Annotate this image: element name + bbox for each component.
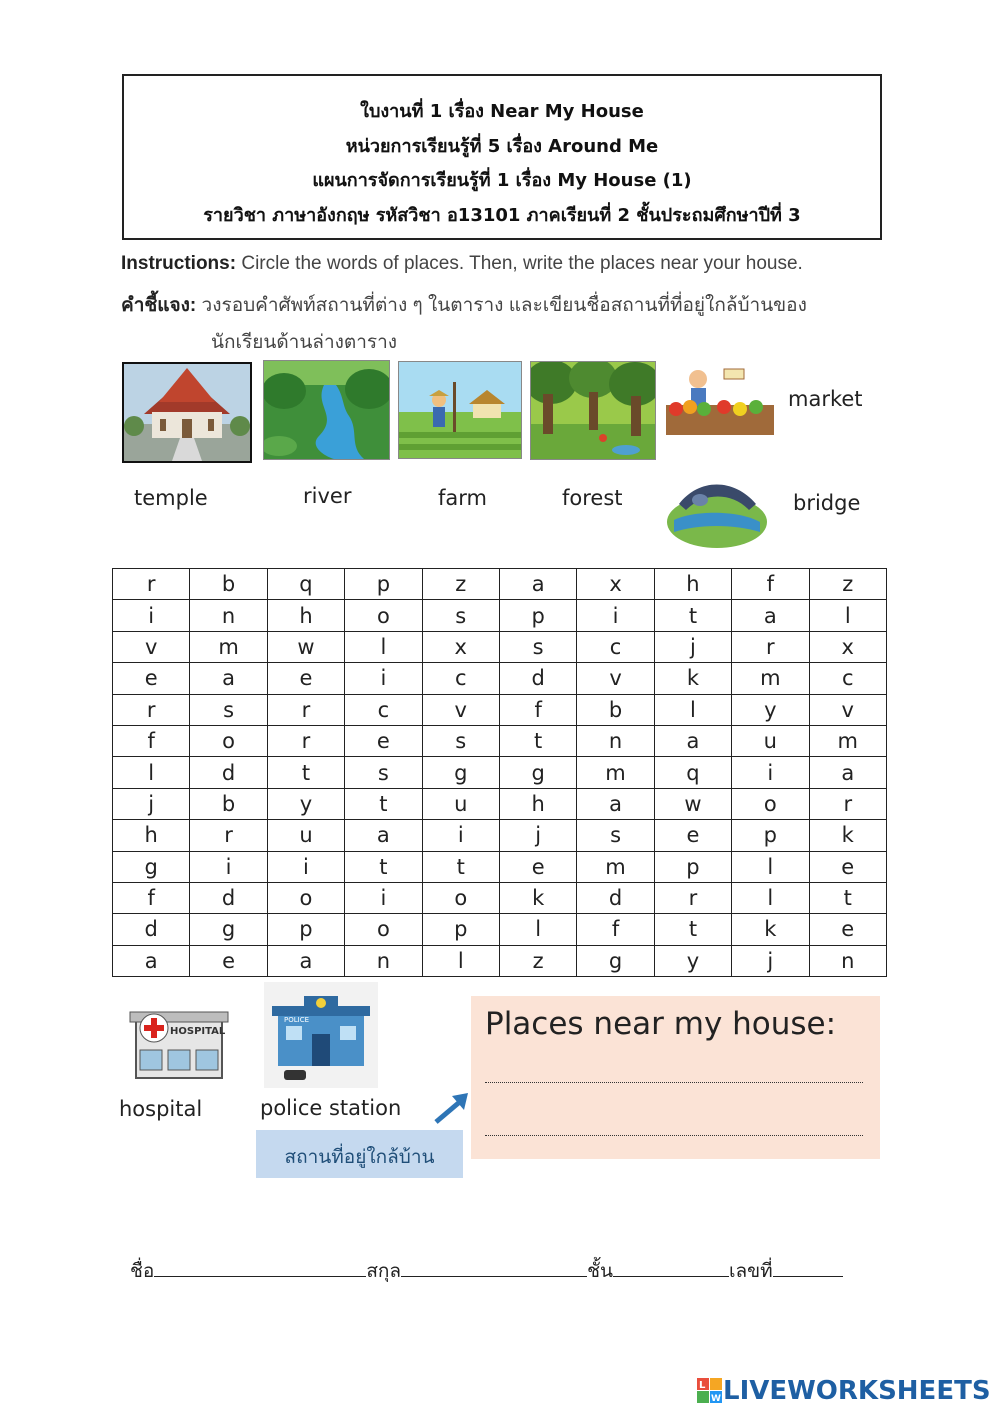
grid-cell[interactable]: t xyxy=(654,914,731,945)
grid-cell[interactable]: e xyxy=(267,663,344,694)
hint-text: สถานที่อยู่ใกล้บ้าน xyxy=(284,1146,435,1168)
grid-row xyxy=(113,945,887,976)
grid-cell[interactable]: v xyxy=(422,694,499,725)
grid-cell[interactable]: q xyxy=(267,569,344,600)
grid-cell[interactable]: l xyxy=(809,600,886,631)
grid-cell[interactable]: v xyxy=(809,694,886,725)
grid-cell[interactable]: w xyxy=(267,631,344,662)
grid-cell[interactable]: r xyxy=(113,694,190,725)
grid-cell[interactable]: c xyxy=(345,694,422,725)
grid-row xyxy=(113,757,887,788)
grid-cell[interactable]: m xyxy=(190,631,267,662)
grid-cell[interactable]: s xyxy=(577,820,654,851)
grid-cell[interactable]: f xyxy=(113,882,190,913)
grid-cell[interactable]: b xyxy=(190,788,267,819)
grid-cell[interactable]: h xyxy=(113,820,190,851)
police-sign: POLICE xyxy=(284,1016,310,1024)
student-info xyxy=(130,1256,870,1286)
grid-cell[interactable]: c xyxy=(809,663,886,694)
grid-cell[interactable]: i xyxy=(267,851,344,882)
grid-cell[interactable]: u xyxy=(267,820,344,851)
header-box xyxy=(122,74,882,240)
grid-cell[interactable]: f xyxy=(499,694,576,725)
river-picture xyxy=(263,360,390,460)
grid-cell[interactable]: m xyxy=(577,757,654,788)
grid-cell[interactable]: o xyxy=(345,914,422,945)
grid-cell[interactable]: i xyxy=(732,757,809,788)
grid-cell[interactable]: h xyxy=(654,569,731,600)
grid-cell[interactable]: l xyxy=(732,851,809,882)
grid-cell[interactable]: e xyxy=(345,725,422,756)
instructions-en-label: Instructions: xyxy=(121,253,237,274)
grid-cell[interactable]: a xyxy=(577,788,654,819)
grid-cell[interactable]: n xyxy=(345,945,422,976)
grid-cell[interactable]: r xyxy=(190,820,267,851)
grid-cell[interactable]: e xyxy=(190,945,267,976)
grid-cell[interactable]: i xyxy=(113,600,190,631)
grid-cell[interactable]: a xyxy=(113,945,190,976)
grid-cell[interactable]: g xyxy=(190,914,267,945)
grid-cell[interactable]: p xyxy=(732,820,809,851)
grid-cell[interactable]: x xyxy=(422,631,499,662)
grid-cell[interactable]: b xyxy=(190,569,267,600)
grid-cell[interactable]: h xyxy=(267,600,344,631)
grid-cell[interactable]: t xyxy=(422,851,499,882)
grid-cell[interactable]: s xyxy=(345,757,422,788)
hint-box xyxy=(256,1130,463,1178)
label-bridge: bridge xyxy=(793,491,861,515)
police-station-picture xyxy=(264,982,378,1088)
grid-cell[interactable]: t xyxy=(345,851,422,882)
grid-cell[interactable]: t xyxy=(345,788,422,819)
name-field[interactable] xyxy=(154,1258,366,1277)
grid-cell[interactable]: f xyxy=(113,725,190,756)
grid-cell[interactable]: p xyxy=(654,851,731,882)
grid-cell[interactable]: k xyxy=(499,882,576,913)
grid-cell[interactable]: j xyxy=(732,945,809,976)
grid-cell[interactable]: s xyxy=(422,725,499,756)
header-title: ใบงานที่ 1 เรื่อง Near My House xyxy=(360,101,644,122)
grid-row xyxy=(113,788,887,819)
header-unit: หน่วยการเรียนรู้ที่ 5 เรื่อง Around Me xyxy=(345,136,659,157)
grid-cell[interactable]: a xyxy=(267,945,344,976)
grid-cell[interactable]: n xyxy=(577,725,654,756)
grid-cell[interactable]: z xyxy=(499,945,576,976)
grid-row xyxy=(113,914,887,945)
grid-row xyxy=(113,820,887,851)
grid-cell[interactable]: y xyxy=(267,788,344,819)
grid-cell[interactable]: l xyxy=(345,631,422,662)
grid-cell[interactable]: j xyxy=(654,631,731,662)
number-label: เลขที่ xyxy=(728,1260,773,1282)
grid-cell[interactable]: d xyxy=(113,914,190,945)
grid-row xyxy=(113,882,887,913)
grid-cell[interactable]: b xyxy=(577,694,654,725)
grid-cell[interactable]: g xyxy=(499,757,576,788)
header-plan: แผนการจัดการเรียนรู้ที่ 1 เรื่อง My House (1) xyxy=(312,170,692,191)
grid-cell[interactable]: c xyxy=(577,631,654,662)
logo-letter-w: W xyxy=(711,1394,721,1404)
surname-field[interactable] xyxy=(401,1258,587,1277)
logo-letter-l: L xyxy=(699,1380,706,1391)
grid-cell[interactable]: o xyxy=(345,600,422,631)
grid-cell[interactable]: e xyxy=(809,851,886,882)
grid-cell[interactable]: x xyxy=(577,569,654,600)
grid-cell[interactable]: g xyxy=(422,757,499,788)
answer-box xyxy=(471,996,880,1159)
grid-row xyxy=(113,663,887,694)
grid-cell[interactable]: r xyxy=(809,788,886,819)
grid-cell[interactable]: r xyxy=(732,631,809,662)
grid-cell[interactable]: l xyxy=(732,882,809,913)
hospital-picture xyxy=(126,994,232,1082)
grid-cell[interactable]: u xyxy=(732,725,809,756)
grid-row xyxy=(113,631,887,662)
grid-cell[interactable]: a xyxy=(499,569,576,600)
label-forest: forest xyxy=(562,486,623,510)
liveworksheets-logo-icon xyxy=(697,1376,723,1406)
grid-cell[interactable]: p xyxy=(267,914,344,945)
number-field[interactable] xyxy=(773,1258,843,1277)
grid-cell[interactable]: r xyxy=(267,694,344,725)
grid-cell[interactable]: z xyxy=(422,569,499,600)
grid-cell[interactable]: a xyxy=(190,663,267,694)
answer-line-2[interactable] xyxy=(485,1135,863,1136)
grid-cell[interactable]: g xyxy=(113,851,190,882)
instructions-th xyxy=(121,290,807,320)
instructions-en xyxy=(121,253,803,275)
grid-row xyxy=(113,569,887,600)
grid-cell[interactable]: i xyxy=(422,820,499,851)
grid-cell[interactable]: h xyxy=(499,788,576,819)
grid-cell[interactable]: o xyxy=(190,725,267,756)
grid-cell[interactable]: t xyxy=(267,757,344,788)
grid-cell[interactable]: l xyxy=(422,945,499,976)
class-field[interactable] xyxy=(613,1258,729,1277)
grid-cell[interactable]: u xyxy=(422,788,499,819)
label-police-station: police station xyxy=(260,1096,402,1120)
grid-cell[interactable]: a xyxy=(345,820,422,851)
grid-cell[interactable]: n xyxy=(809,945,886,976)
word-search-grid xyxy=(112,568,887,977)
label-river: river xyxy=(303,484,352,508)
grid-cell[interactable]: x xyxy=(809,631,886,662)
name-label: ชื่อ xyxy=(130,1260,155,1282)
market-picture xyxy=(664,361,776,439)
liveworksheets-logo xyxy=(697,1372,991,1410)
grid-cell[interactable]: j xyxy=(113,788,190,819)
grid-cell[interactable]: r xyxy=(113,569,190,600)
grid-cell[interactable]: k xyxy=(809,820,886,851)
grid-cell[interactable]: g xyxy=(577,945,654,976)
grid-cell[interactable]: r xyxy=(654,882,731,913)
grid-cell[interactable]: f xyxy=(577,914,654,945)
grid-cell[interactable]: p xyxy=(345,569,422,600)
temple-picture xyxy=(122,362,252,463)
label-hospital: hospital xyxy=(119,1097,203,1121)
grid-cell[interactable]: i xyxy=(345,882,422,913)
grid-cell[interactable]: z xyxy=(809,569,886,600)
grid-cell[interactable]: i xyxy=(577,600,654,631)
grid-cell[interactable]: k xyxy=(654,663,731,694)
liveworksheets-wordmark: LIVEWORKSHEETS xyxy=(723,1376,991,1406)
label-farm: farm xyxy=(438,486,487,510)
hospital-sign: HOSPITAL xyxy=(170,1026,226,1037)
grid-cell[interactable]: k xyxy=(732,914,809,945)
grid-cell[interactable]: t xyxy=(809,882,886,913)
grid-cell[interactable]: y xyxy=(654,945,731,976)
grid-cell[interactable]: a xyxy=(732,600,809,631)
grid-cell[interactable]: i xyxy=(345,663,422,694)
bridge-picture xyxy=(664,470,770,552)
grid-row xyxy=(113,851,887,882)
grid-cell[interactable]: d xyxy=(577,882,654,913)
grid-cell[interactable]: d xyxy=(499,663,576,694)
surname-label: สกุล xyxy=(366,1260,402,1282)
grid-cell[interactable]: v xyxy=(577,663,654,694)
grid-cell[interactable]: e xyxy=(654,820,731,851)
label-temple: temple xyxy=(134,486,208,510)
grid-cell[interactable]: d xyxy=(190,882,267,913)
instructions-th-label: คำชี้แจง: xyxy=(121,295,197,316)
grid-cell[interactable]: j xyxy=(499,820,576,851)
grid-cell[interactable]: a xyxy=(809,757,886,788)
grid-cell[interactable]: y xyxy=(732,694,809,725)
grid-cell[interactable]: q xyxy=(654,757,731,788)
grid-row xyxy=(113,600,887,631)
answer-line-1[interactable] xyxy=(485,1082,863,1083)
grid-cell[interactable]: c xyxy=(422,663,499,694)
grid-cell[interactable]: l xyxy=(499,914,576,945)
grid-cell[interactable]: d xyxy=(190,757,267,788)
grid-cell[interactable]: e xyxy=(499,851,576,882)
forest-picture xyxy=(530,361,656,460)
grid-cell[interactable]: m xyxy=(809,725,886,756)
answer-box-title: Places near my house: xyxy=(485,1006,837,1042)
grid-row xyxy=(113,725,887,756)
grid-cell[interactable]: o xyxy=(422,882,499,913)
grid-cell[interactable]: p xyxy=(499,600,576,631)
grid-cell[interactable]: m xyxy=(732,663,809,694)
grid-cell[interactable]: t xyxy=(499,725,576,756)
grid-cell[interactable]: w xyxy=(654,788,731,819)
class-label: ชั้น xyxy=(587,1260,613,1282)
grid-cell[interactable]: r xyxy=(267,725,344,756)
farm-picture xyxy=(398,361,522,459)
grid-cell[interactable]: o xyxy=(267,882,344,913)
grid-cell[interactable]: e xyxy=(113,663,190,694)
grid-cell[interactable]: s xyxy=(422,600,499,631)
arrow-up-right-icon xyxy=(432,1090,472,1126)
grid-cell[interactable]: s xyxy=(499,631,576,662)
grid-cell[interactable]: s xyxy=(190,694,267,725)
grid-cell[interactable]: a xyxy=(654,725,731,756)
grid-cell[interactable]: p xyxy=(422,914,499,945)
grid-row xyxy=(113,694,887,725)
grid-cell[interactable]: e xyxy=(809,914,886,945)
label-market: market xyxy=(788,387,863,411)
grid-cell[interactable]: v xyxy=(113,631,190,662)
grid-cell[interactable]: f xyxy=(732,569,809,600)
grid-cell[interactable]: l xyxy=(113,757,190,788)
header-subject: รายวิชา ภาษาอังกฤษ รหัสวิชา อ13101 ภาคเรียนที่ 2 ชั้นประถมศึกษาปีที่ 3 xyxy=(203,205,801,226)
grid-cell[interactable]: m xyxy=(577,851,654,882)
grid-cell[interactable]: t xyxy=(654,600,731,631)
grid-cell[interactable]: n xyxy=(190,600,267,631)
instructions-th-text: วงรอบคำศัพท์สถานที่ต่าง ๆ ในตาราง และเขียนชื่อสถานที่ที่อยู่ใกล้บ้านของ xyxy=(196,295,807,316)
grid-cell[interactable]: o xyxy=(732,788,809,819)
grid-cell[interactable]: i xyxy=(190,851,267,882)
instructions-en-text: Circle the words of places. Then, write the places near your house. xyxy=(236,253,803,274)
instructions-th-cont: นักเรียนด้านล่างตาราง xyxy=(211,332,398,353)
grid-cell[interactable]: l xyxy=(654,694,731,725)
